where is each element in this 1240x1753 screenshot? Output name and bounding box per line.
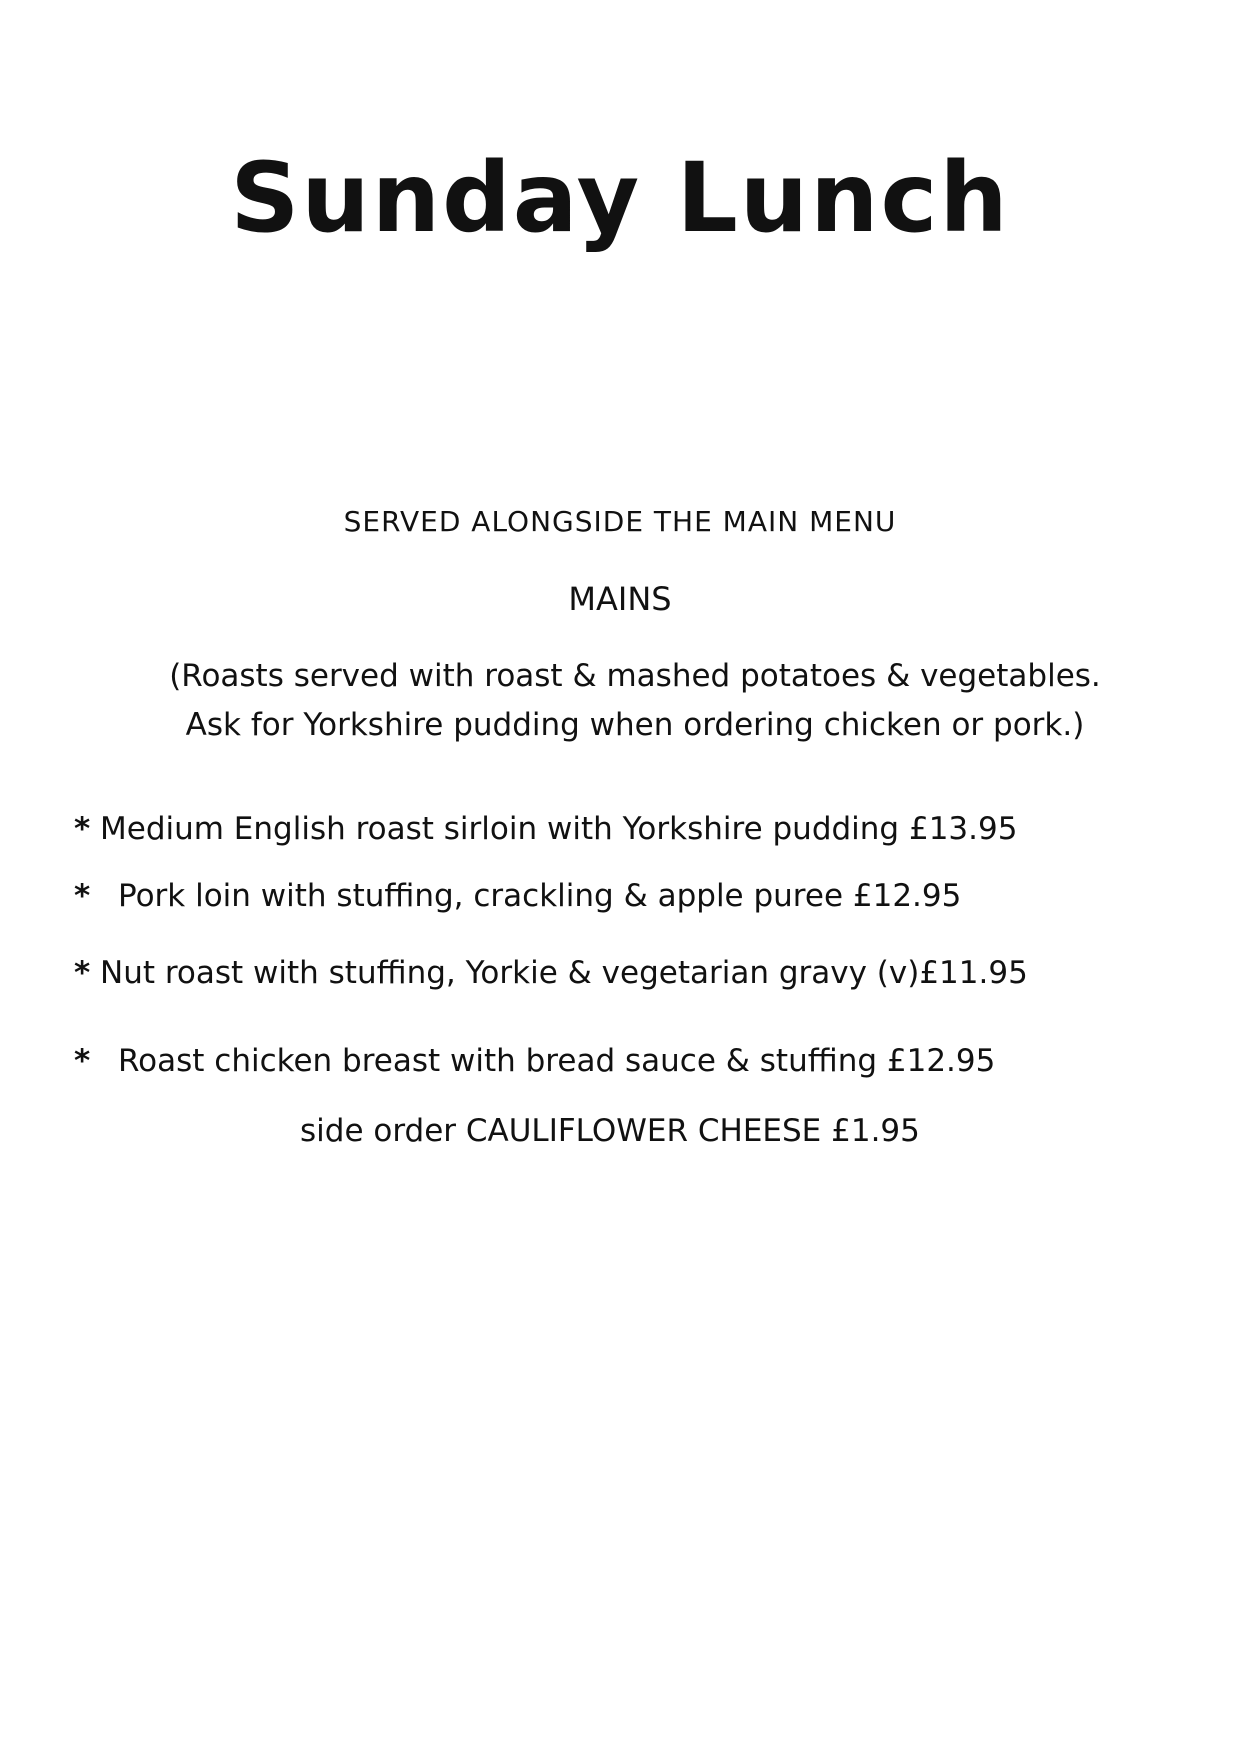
roasts-note-line-1: (Roasts served with roast & mashed potatoes & vegetables. (169, 658, 1101, 694)
page-title: Sunday Lunch (230, 142, 1010, 254)
bullet-asterisk: * (74, 878, 91, 914)
menu-item (74, 878, 962, 914)
side-order: side order CAULIFLOWER CHEESE £1.95 (300, 1113, 920, 1149)
bullet-asterisk: * (74, 1043, 91, 1079)
menu-item (74, 811, 1018, 847)
section-heading-mains: MAINS (568, 580, 672, 618)
menu-item-text: Nut roast with stuffing, Yorkie & vegetarian gravy (v)£11.95 (100, 955, 1028, 991)
menu-item (74, 955, 1028, 991)
served-note: SERVED ALONGSIDE THE MAIN MENU (343, 505, 897, 538)
menu-item (74, 1043, 996, 1079)
bullet-asterisk: * (74, 955, 91, 991)
roasts-note (80, 652, 1190, 750)
menu-item-text: Pork loin with stuffing, crackling & apple puree £12.95 (118, 878, 962, 914)
bullet-asterisk: * (74, 811, 91, 847)
menu-item-text: Roast chicken breast with bread sauce & stuffing £12.95 (118, 1043, 996, 1079)
menu-item-text: Medium English roast sirloin with Yorkshire pudding £13.95 (100, 811, 1018, 847)
roasts-note-line-2: Ask for Yorkshire pudding when ordering chicken or pork.) (185, 707, 1085, 743)
